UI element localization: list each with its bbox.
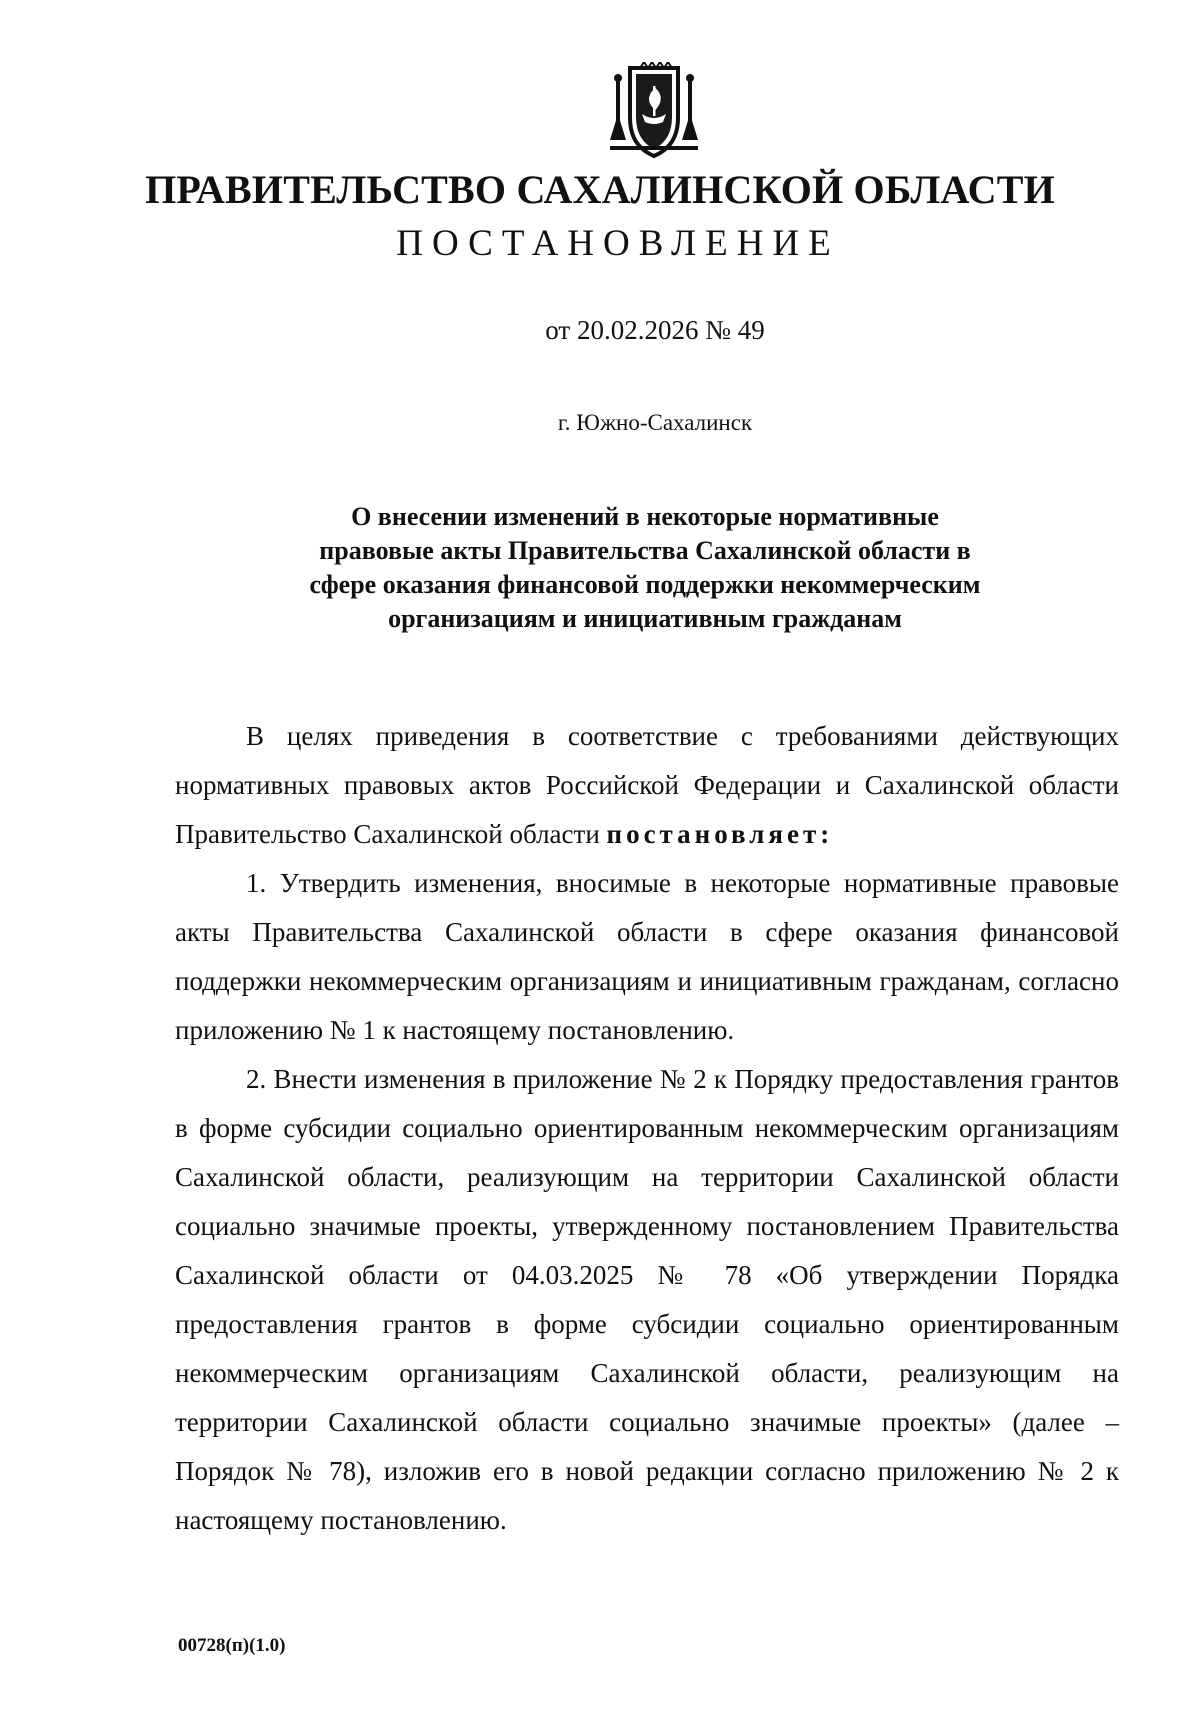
resolves-word: постановляет:: [606, 819, 834, 849]
document-date-number: от 20.02.2026 № 49: [545, 315, 765, 345]
document-body: [175, 712, 1119, 1545]
coat-of-arms-icon: [606, 62, 702, 162]
footer-code: 00728(п)(1.0): [178, 1635, 286, 1656]
item-1-paragraph: 1. Утвердить изменения, вносимые в некоторые нормативные правовые акты Правительства Сахалинской области в сфере оказания финансовой поддержки некоммерческим организациям и инициативным гражданам, согласно приложению № 1 к настоящему постановлению.: [175, 868, 1119, 1045]
preamble-text: В целях приведения в соответствие с требованиями действующих нормативных правовых актов Российской Федерации и Сахалинской области Правительство Сахалинской области: [175, 721, 1119, 849]
preamble-paragraph: [175, 712, 1119, 859]
document-subject: О внесении изменений в некоторые нормативные правовые акты Правительства Сахалинской области в сфере оказания финансовой поддержки некоммерческим организациям и инициативным гражданам: [309, 502, 981, 633]
item-2-paragraph: 2. Внести изменения в приложение № 2 к Порядку предоставления грантов в форме субсидии социально ориентированным некоммерческим организациям Сахалинской области, реализующим на территории Сахалинской области социально значимые проекты, утвержденному постановлением Правительства Сахалинской области от 04.03.2025 № 78 «Об утверждении Порядка предоставления грантов в форме субсидии социально ориентированным некоммерческим организациям Сахалинской области, реализующим на территории Сахалинской области социально значимые проекты» (далее – Порядок № 78), изложив его в новой редакции согласно приложению № 2 к настоящему постановлению.: [175, 1064, 1119, 1535]
document-city: г. Южно-Сахалинск: [557, 410, 753, 435]
document-kind: ПОСТАНОВЛЕНИЕ: [396, 223, 840, 264]
government-title: ПРАВИТЕЛЬСТВО САХАЛИНСКОЙ ОБЛАСТИ: [145, 167, 1055, 212]
